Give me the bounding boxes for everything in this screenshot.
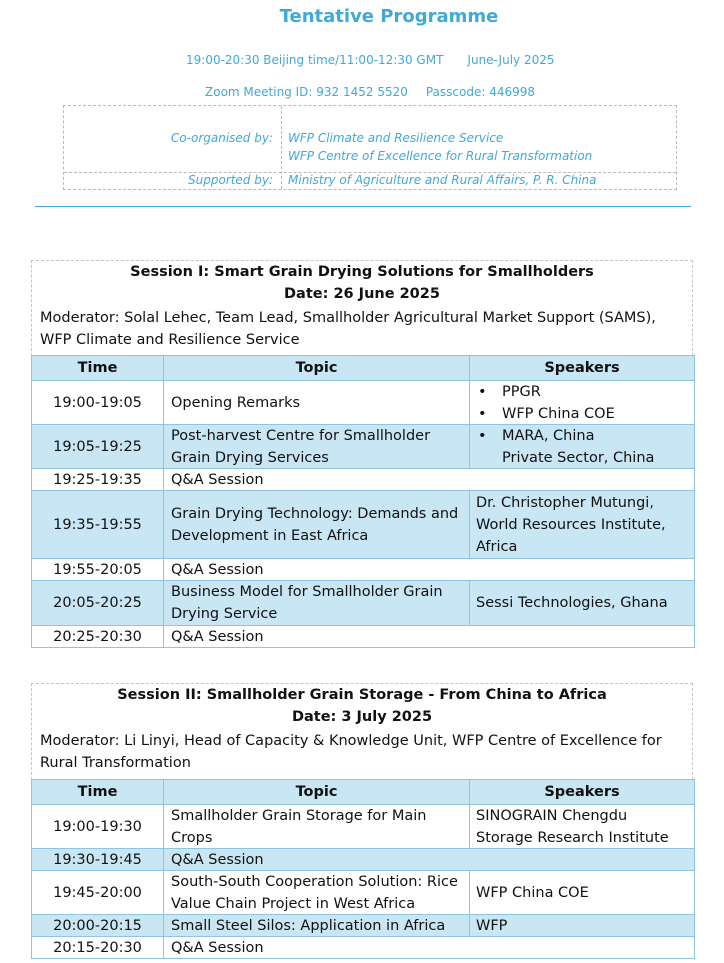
table-row	[32, 626, 695, 648]
row-topic: Opening Remarks	[164, 381, 470, 424]
table-row	[32, 805, 695, 849]
row-time: 19:00-19:05	[32, 381, 164, 424]
row-time: 19:55-20:05	[32, 559, 164, 580]
speaker-line: Private Sector, China	[502, 449, 655, 466]
row-speaker: Sessi Technologies, Ghana	[470, 581, 695, 625]
session-1-table	[31, 355, 695, 648]
header-speakers: Speakers	[470, 780, 695, 804]
row-topic: South-South Cooperation Solution: Rice Value Chain Project in West Africa	[164, 871, 470, 914]
row-speaker: SINOGRAIN Chengdu Storage Research Institute	[470, 805, 695, 848]
header-speakers: Speakers	[470, 356, 695, 380]
row-time: 20:05-20:25	[32, 581, 164, 625]
meeting-period: June-July 2025	[467, 53, 555, 67]
zoom-meeting-id: Zoom Meeting ID: 932 1452 5520	[205, 85, 408, 99]
row-time: 20:25-20:30	[32, 626, 164, 647]
header-time: Time	[32, 780, 164, 804]
row-topic: Q&A Session	[164, 937, 695, 958]
row-topic: Q&A Session	[164, 559, 695, 580]
row-time: 20:00-20:15	[32, 915, 164, 936]
session-title: Session I: Smart Grain Drying Solutions for Smallholders	[130, 264, 594, 280]
speaker-bullet: • PPGR	[476, 381, 688, 403]
session-date: Date: 3 July 2025	[291, 709, 433, 725]
meeting-time-line	[186, 53, 555, 67]
table-row	[32, 491, 695, 559]
row-time: 19:05-19:25	[32, 425, 164, 468]
table-row	[32, 915, 695, 937]
speaker-bullet: • MARA, China	[476, 425, 688, 447]
row-topic: Q&A Session	[164, 469, 695, 490]
session-title: Session II: Smallholder Grain Storage - From China to Africa	[117, 687, 607, 703]
row-speakers	[470, 425, 695, 468]
session-moderator: Moderator: Solal Lehec, Team Lead, Smallholder Agricultural Market Support (SAMS), WFP Climate and Resilience Service	[40, 310, 656, 348]
coorganiser-2: WFP Centre of Excellence for Rural Transformation	[288, 149, 593, 163]
session-2-header	[31, 683, 693, 780]
row-time: 19:35-19:55	[32, 491, 164, 558]
table-row	[32, 559, 695, 581]
row-speaker: WFP China COE	[470, 871, 695, 914]
zoom-passcode: Passcode: 446998	[425, 85, 536, 99]
meeting-time: 19:00-20:30 Beijing time/11:00-12:30 GMT	[186, 53, 444, 67]
row-time: 19:30-19:45	[32, 849, 164, 870]
table-row	[32, 425, 695, 469]
row-topic: Post-harvest Centre for Smallholder Grain Drying Services	[164, 425, 470, 468]
row-time: 19:00-19:30	[32, 805, 164, 848]
session-2-table	[31, 779, 695, 959]
table-row	[32, 381, 695, 425]
page-title: Tentative Programme	[279, 6, 499, 27]
header-time: Time	[32, 356, 164, 380]
organisers-box	[63, 105, 677, 190]
table-row	[32, 849, 695, 871]
supporter: Ministry of Agriculture and Rural Affairs, P. R. China	[288, 173, 597, 187]
row-topic: Q&A Session	[164, 849, 695, 870]
table-header-row	[32, 780, 695, 805]
row-topic: Grain Drying Technology: Demands and Development in East Africa	[164, 491, 470, 558]
table-row	[32, 871, 695, 915]
row-speakers	[470, 381, 695, 424]
table-row	[32, 469, 695, 491]
row-topic: Business Model for Smallholder Grain Drying Service	[164, 581, 470, 625]
row-time: 19:45-20:00	[32, 871, 164, 914]
zoom-info-line	[205, 85, 535, 99]
header-topic: Topic	[164, 780, 470, 804]
row-speaker: Dr. Christopher Mutungi, World Resources Institute, Africa	[470, 491, 695, 558]
row-time: 19:25-19:35	[32, 469, 164, 490]
row-topic: Small Steel Silos: Application in Africa	[164, 915, 470, 936]
table-row	[32, 581, 695, 626]
supported-label: Supported by:	[187, 173, 273, 187]
coorganised-label: Co-organised by:	[170, 131, 273, 145]
session-moderator: Moderator: Li Linyi, Head of Capacity & Knowledge Unit, WFP Centre of Excellence for Rural Transformation	[40, 733, 662, 771]
session-date: Date: 26 June 2025	[284, 286, 440, 302]
header-divider	[35, 206, 691, 207]
header-topic: Topic	[164, 356, 470, 380]
table-row	[32, 937, 695, 959]
speaker-bullet: • WFP China COE	[476, 403, 688, 425]
row-topic: Smallholder Grain Storage for Main Crops	[164, 805, 470, 848]
table-header-row	[32, 356, 695, 381]
row-time: 20:15-20:30	[32, 937, 164, 958]
coorganiser-1: WFP Climate and Resilience Service	[288, 131, 504, 145]
session-1-header	[31, 260, 693, 356]
row-speaker: WFP	[470, 915, 695, 936]
row-topic: Q&A Session	[164, 626, 695, 647]
